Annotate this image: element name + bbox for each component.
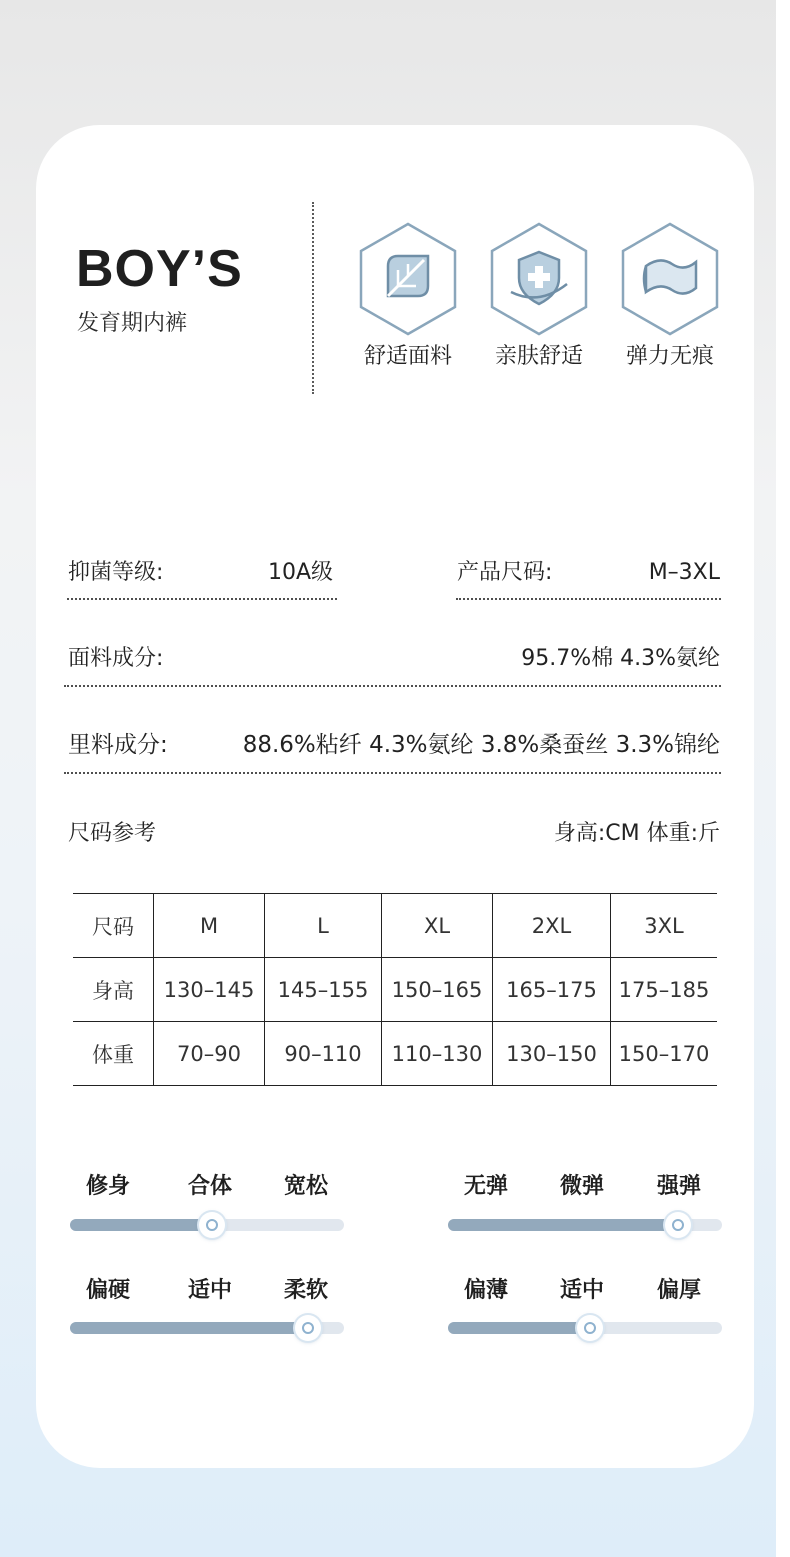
table-cell: 90–110 xyxy=(265,1022,382,1086)
scale-knob[interactable] xyxy=(199,1212,225,1238)
scale-label: 强弹 xyxy=(656,1174,701,1199)
scale-knob[interactable] xyxy=(577,1315,603,1341)
scale-label: 适中 xyxy=(187,1278,232,1303)
scale-label: 微弹 xyxy=(559,1174,604,1199)
scale-label: 偏硬 xyxy=(85,1278,130,1303)
scale-label: 合体 xyxy=(187,1174,232,1199)
table-cell: 150–165 xyxy=(382,958,493,1022)
leaf-icon xyxy=(358,222,458,336)
scale-label: 偏薄 xyxy=(463,1278,508,1303)
scale-track xyxy=(70,1322,344,1334)
scale-label: 宽松 xyxy=(283,1174,328,1199)
table-cell: 175–185 xyxy=(611,958,718,1022)
table-cell: 165–175 xyxy=(493,958,611,1022)
brand-subtitle: 发育期内裤 xyxy=(77,311,188,336)
scale-label: 无弹 xyxy=(463,1174,508,1199)
table-cell: 体重 xyxy=(73,1022,154,1086)
stretch-fabric-icon xyxy=(620,222,720,336)
antibacterial-label: 抑菌等级: xyxy=(68,560,164,585)
feature-skin-friendly xyxy=(487,222,591,368)
feature-label: 舒适面料 xyxy=(363,344,452,369)
dotted-separator xyxy=(67,598,337,600)
size-chart-title: 尺码参考 xyxy=(68,821,157,846)
dotted-separator xyxy=(456,598,721,600)
scale-track xyxy=(448,1322,722,1334)
scale-fill xyxy=(448,1322,590,1334)
scale-knob[interactable] xyxy=(295,1315,321,1341)
scale-fill xyxy=(70,1322,308,1334)
feature-comfort-fabric xyxy=(356,222,460,368)
table-cell: 身高 xyxy=(73,958,154,1022)
softness-scale xyxy=(68,1280,346,1340)
feature-label: 亲肤舒适 xyxy=(494,344,583,369)
table-cell: 130–150 xyxy=(493,1022,611,1086)
table-cell: 110–130 xyxy=(382,1022,493,1086)
table-row xyxy=(73,1022,717,1086)
table-cell: 2XL xyxy=(493,894,611,958)
table-cell: 150–170 xyxy=(611,1022,718,1086)
scale-label: 偏厚 xyxy=(656,1278,701,1303)
table-cell: 尺码 xyxy=(73,894,154,958)
thickness-scale xyxy=(446,1280,724,1340)
scale-label: 修身 xyxy=(85,1174,130,1199)
scale-fill xyxy=(70,1219,212,1231)
size-range-label: 产品尺码: xyxy=(457,560,553,585)
table-cell: 145–155 xyxy=(265,958,382,1022)
table-row xyxy=(73,958,717,1022)
size-range-value: M–3XL xyxy=(648,560,720,585)
outer-fabric-label: 面料成分: xyxy=(68,646,164,671)
table-cell: L xyxy=(265,894,382,958)
dotted-separator xyxy=(64,772,721,774)
size-chart-unit-note: 身高:CM 体重:斤 xyxy=(553,821,720,846)
scale-label: 适中 xyxy=(559,1278,604,1303)
scale-track xyxy=(448,1219,722,1231)
table-cell: 70–90 xyxy=(154,1022,265,1086)
feature-stretch-seamless xyxy=(618,222,722,368)
vertical-divider xyxy=(312,202,314,394)
lining-fabric-label: 里料成分: xyxy=(68,732,168,758)
table-cell: M xyxy=(154,894,265,958)
size-chart-table xyxy=(73,893,717,1086)
outer-fabric-value: 95.7%棉 4.3%氨纶 xyxy=(521,646,720,671)
dotted-separator xyxy=(64,685,721,687)
antibacterial-value: 10A级 xyxy=(268,560,334,585)
lining-fabric-value: 88.6%粘纤 4.3%氨纶 3.8%桑蚕丝 3.3%锦纶 xyxy=(242,732,720,758)
scale-knob[interactable] xyxy=(665,1212,691,1238)
table-cell: 130–145 xyxy=(154,958,265,1022)
scale-track xyxy=(70,1219,344,1231)
elasticity-scale xyxy=(446,1176,724,1236)
edge-strip xyxy=(776,0,790,1557)
scale-label: 柔软 xyxy=(283,1278,328,1303)
brand-title: BOY’S xyxy=(76,240,243,298)
table-row xyxy=(73,894,717,958)
fit-scale xyxy=(68,1176,346,1236)
table-cell: 3XL xyxy=(611,894,718,958)
scale-fill xyxy=(448,1219,678,1231)
shield-cross-icon xyxy=(489,222,589,336)
feature-label: 弹力无痕 xyxy=(625,344,714,369)
table-cell: XL xyxy=(382,894,493,958)
